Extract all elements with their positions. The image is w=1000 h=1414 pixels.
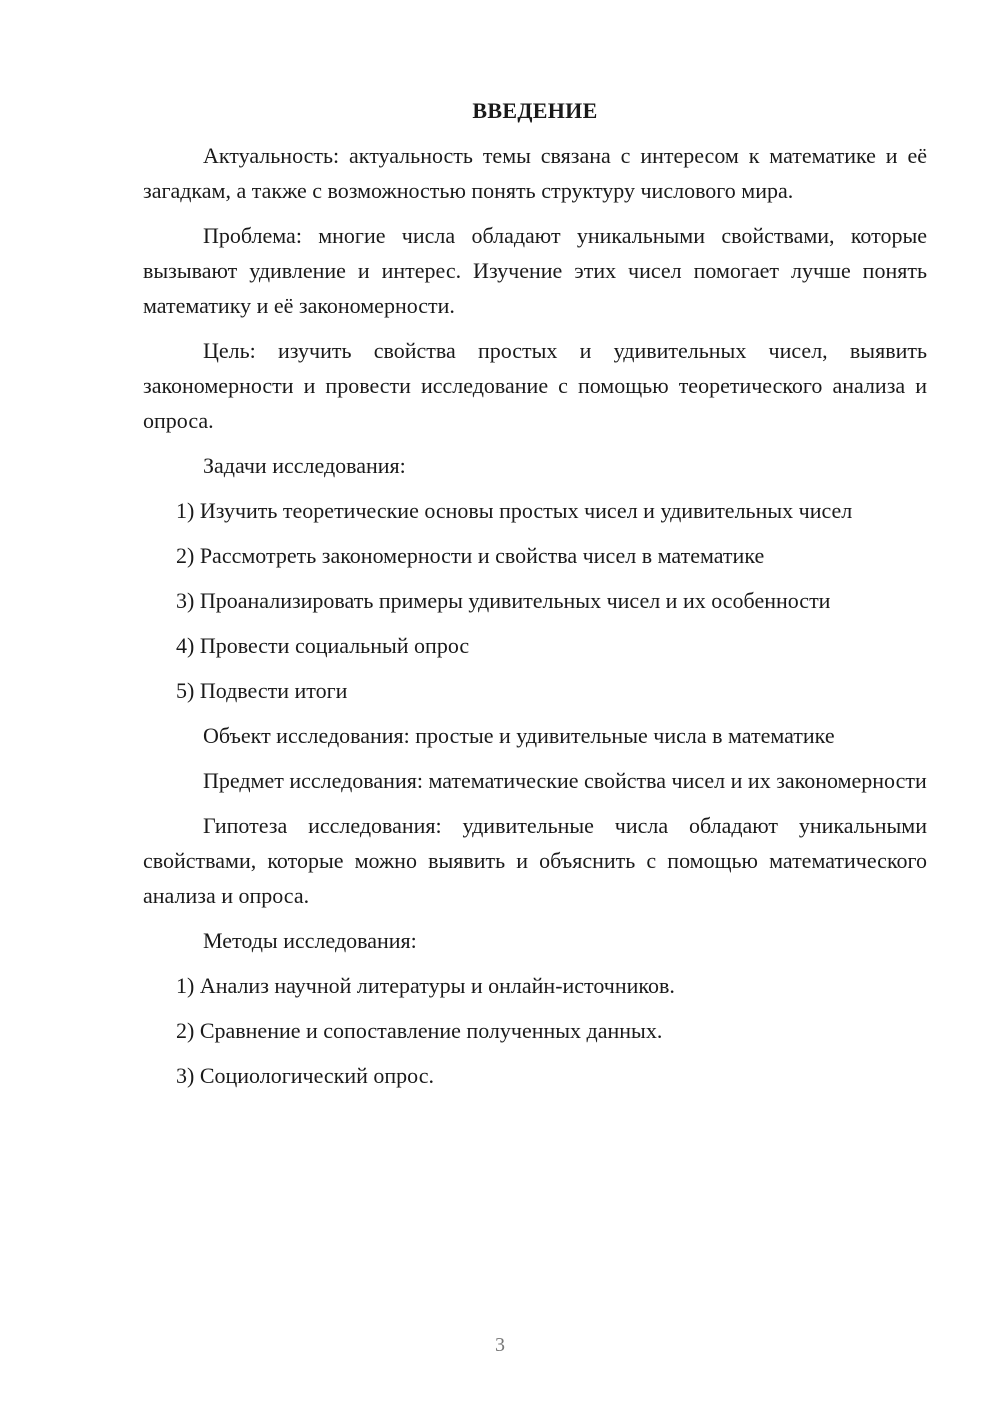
page-number: 3 [495, 1334, 505, 1356]
method-item: 1) Анализ научной литературы и онлайн-источников. [176, 973, 675, 998]
relevance-paragraph: Актуальность: актуальность темы связана с интересом к математике и её загадкам, а также с возможностью понять структуру числового мира. [143, 143, 927, 203]
method-item: 2) Сравнение и сопоставление полученных данных. [176, 1018, 663, 1043]
goal-paragraph: Цель: изучить свойства простых и удивительных чисел, выявить закономерности и провести исследование с помощью теоретического анализа и опроса. [143, 338, 927, 433]
document-page [143, 96, 927, 1103]
method-item: 3) Социологический опрос. [176, 1063, 434, 1088]
task-item: 5) Подвести итоги [176, 678, 348, 703]
problem-paragraph: Проблема: многие числа обладают уникальными свойствами, которые вызывают удивление и интерес. Изучение этих чисел помогает лучше понять математику и её закономерности. [143, 223, 927, 318]
task-item: 4) Провести социальный опрос [176, 633, 470, 658]
tasks-list [143, 493, 927, 708]
task-item: 2) Рассмотреть закономерности и свойства чисел в математике [176, 543, 765, 568]
subject-paragraph: Предмет исследования: математические свойства чисел и их закономерности [203, 768, 927, 793]
task-item: 3) Проанализировать примеры удивительных чисел и их особенности [176, 588, 831, 613]
tasks-heading: Задачи исследования: [203, 453, 406, 478]
methods-list [143, 968, 927, 1093]
object-paragraph: Объект исследования: простые и удивительные числа в математике [203, 723, 835, 748]
methods-heading: Методы исследования: [203, 928, 417, 953]
section-title: ВВЕДЕНИЕ [472, 98, 598, 123]
task-item: 1) Изучить теоретические основы простых чисел и удивительных чисел [176, 498, 853, 523]
hypothesis-paragraph: Гипотеза исследования: удивительные числа обладают уникальными свойствами, которые можно выявить и объяснить с помощью математического анализа и опроса. [143, 813, 927, 908]
